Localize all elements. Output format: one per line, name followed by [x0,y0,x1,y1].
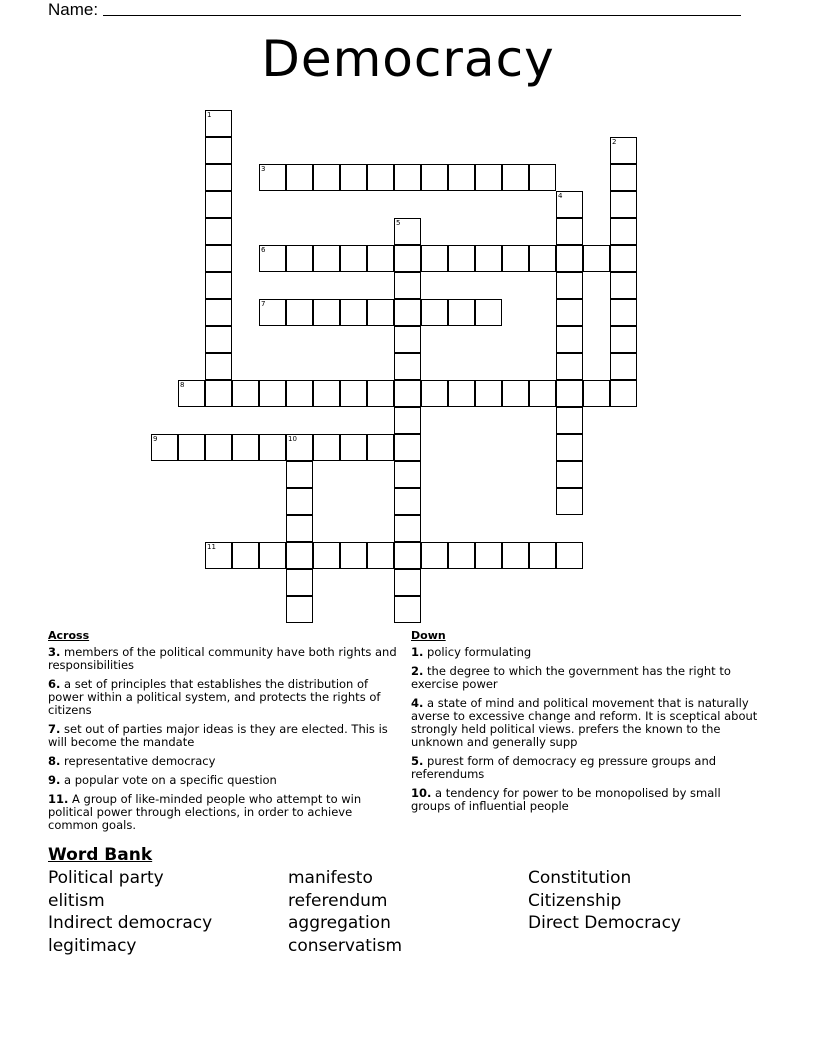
clue-across: 6. a set of principles that establishes the distribution of power within a political system, and protects the rights of citizens [48,677,381,717]
clue-down: 4. a state of mind and political movement that is naturally averse to excessive change and reform. It is sceptical about strongly held political views. prefers the known to the unknown and generally supp [411,696,758,749]
crossword-cell-2[interactable] [610,137,637,164]
crossword-cell-8[interactable] [178,380,205,407]
crossword-cell[interactable] [205,434,232,461]
crossword-cell[interactable] [232,380,259,407]
crossword-cell-9[interactable] [151,434,178,461]
crossword-cell[interactable] [394,542,421,569]
crossword-cell-4[interactable] [556,191,583,218]
word-bank-item: elitism [48,891,105,911]
crossword-cell[interactable] [313,164,340,191]
crossword-cell[interactable] [205,245,232,272]
crossword-cell[interactable] [394,488,421,515]
crossword-cell[interactable] [367,299,394,326]
crossword-cell[interactable] [394,380,421,407]
crossword-cell[interactable] [502,245,529,272]
crossword-cell[interactable] [313,299,340,326]
crossword-cell[interactable] [286,515,313,542]
crossword-cell[interactable] [394,299,421,326]
crossword-cell[interactable] [394,461,421,488]
crossword-cell[interactable] [367,245,394,272]
crossword-cell[interactable] [367,542,394,569]
crossword-cell[interactable] [556,488,583,515]
word-bank-item: referendum [288,891,388,911]
crossword-cell[interactable] [340,299,367,326]
clue-number: 1 [207,111,212,119]
clue-number: 4 [558,192,563,200]
crossword-cell[interactable] [556,434,583,461]
clue-number: 3 [261,165,266,173]
clue-number: 7 [261,300,266,308]
crossword-cell[interactable] [610,326,637,353]
crossword-cell-5[interactable] [394,218,421,245]
crossword-cell[interactable] [340,380,367,407]
crossword-cell[interactable] [340,434,367,461]
clue-number: 8 [180,381,185,389]
crossword-cell[interactable] [205,272,232,299]
clue-across: 9. a popular vote on a specific question [48,773,277,787]
crossword-cell[interactable] [205,380,232,407]
crossword-cell-7[interactable] [259,299,286,326]
crossword-cell[interactable] [313,380,340,407]
crossword-cell[interactable] [178,434,205,461]
word-bank-item: Constitution [528,868,632,888]
crossword-cell[interactable] [556,272,583,299]
crossword-cell[interactable] [394,164,421,191]
crossword-cell[interactable] [610,191,637,218]
crossword-cell[interactable] [286,596,313,623]
crossword-cell[interactable] [610,299,637,326]
crossword-cell[interactable] [205,191,232,218]
crossword-cell[interactable] [394,326,421,353]
crossword-cell-3[interactable] [259,164,286,191]
crossword-cell[interactable] [421,245,448,272]
crossword-cell[interactable] [313,542,340,569]
clue-across: 3. members of the political community have both rights and responsibilities [48,645,397,672]
crossword-cell[interactable] [475,380,502,407]
crossword-cell[interactable] [205,164,232,191]
clue-down: 10. a tendency for power to be monopolised by small groups of influential people [411,786,721,813]
word-bank-item: aggregation [288,913,391,933]
crossword-cell[interactable] [556,407,583,434]
clue-number: 11 [207,543,216,551]
crossword-cell[interactable] [340,542,367,569]
crossword-cell[interactable] [205,299,232,326]
crossword-cell[interactable] [340,245,367,272]
crossword-cell[interactable] [610,164,637,191]
crossword-cell[interactable] [394,245,421,272]
crossword-cell[interactable] [556,461,583,488]
crossword-cell[interactable] [448,542,475,569]
crossword-cell[interactable] [610,353,637,380]
crossword-cell[interactable] [421,380,448,407]
crossword-cell-6[interactable] [259,245,286,272]
crossword-cell[interactable] [556,542,583,569]
clue-across: 11. A group of like-minded people who attempt to win political power through elections, in order to achieve common goals. [48,792,362,832]
crossword-cell[interactable] [475,542,502,569]
clue-number: 5 [396,219,401,227]
crossword-cell[interactable] [529,542,556,569]
crossword-cell[interactable] [394,272,421,299]
crossword-cell[interactable] [367,434,394,461]
down-heading: Down [411,629,446,642]
crossword-cell[interactable] [556,299,583,326]
crossword-cell[interactable] [448,299,475,326]
word-bank-item: legitimacy [48,936,137,956]
crossword-cell[interactable] [394,569,421,596]
crossword-cell[interactable] [205,353,232,380]
crossword-cell[interactable] [394,515,421,542]
crossword-cell[interactable] [502,164,529,191]
name-label: Name: [48,0,99,19]
crossword-cell[interactable] [502,542,529,569]
word-bank-item: Citizenship [528,891,622,911]
crossword-cell[interactable] [475,299,502,326]
clue-number: 9 [153,435,158,443]
word-bank-item: Indirect democracy [48,913,213,933]
word-bank-item: Political party [48,868,164,888]
crossword-cell[interactable] [286,164,313,191]
crossword-cell[interactable] [286,461,313,488]
clue-down: 2. the degree to which the government has the right to exercise power [411,664,731,691]
crossword-cell[interactable] [205,326,232,353]
crossword-cell[interactable] [448,380,475,407]
crossword-cell[interactable] [259,542,286,569]
crossword-cell[interactable] [205,137,232,164]
crossword-cell[interactable] [448,164,475,191]
crossword-cell-10[interactable] [286,434,313,461]
word-bank-item: Direct Democracy [528,913,681,933]
name-input-line[interactable] [103,15,741,16]
crossword-cell[interactable] [259,380,286,407]
crossword-cell[interactable] [610,272,637,299]
crossword-cell[interactable] [610,218,637,245]
crossword-cell[interactable] [583,245,610,272]
crossword-cell[interactable] [529,245,556,272]
crossword-cell[interactable] [610,245,637,272]
crossword-cell[interactable] [286,488,313,515]
clue-across: 8. representative democracy [48,754,216,768]
crossword-cell[interactable] [286,380,313,407]
crossword-cell[interactable] [205,218,232,245]
crossword-cell[interactable] [340,164,367,191]
across-heading: Across [48,629,90,642]
crossword-cell[interactable] [286,245,313,272]
crossword-cell[interactable] [259,434,286,461]
crossword-cell[interactable] [313,245,340,272]
clue-across: 7. set out of parties major ideas is they are elected. This is will become the mandate [48,722,388,749]
crossword-cell[interactable] [286,299,313,326]
crossword-cell[interactable] [583,380,610,407]
crossword-cell[interactable] [394,407,421,434]
clue-number: 10 [288,435,297,443]
crossword-cell[interactable] [556,380,583,407]
crossword-cell[interactable] [286,569,313,596]
page-title: Democracy [261,30,555,88]
across-clues [48,629,400,838]
crossword-cell[interactable] [367,164,394,191]
crossword-cell[interactable] [421,542,448,569]
crossword-cell[interactable] [421,299,448,326]
clue-down: 1. policy formulating [411,645,532,659]
crossword-cell[interactable] [556,218,583,245]
word-bank-heading: Word Bank [48,845,153,865]
crossword-cell[interactable] [475,164,502,191]
crossword-cell[interactable] [313,434,340,461]
crossword-cell[interactable] [286,542,313,569]
crossword-cell[interactable] [394,596,421,623]
crossword-cell[interactable] [529,164,556,191]
crossword-cell[interactable] [475,245,502,272]
clue-number: 2 [612,138,617,146]
crossword-cell[interactable] [556,326,583,353]
crossword-cell[interactable] [448,245,475,272]
crossword-cell[interactable] [556,353,583,380]
word-bank-item: conservatism [288,936,403,956]
down-clues [411,629,761,819]
crossword-cell[interactable] [394,434,421,461]
crossword-cell[interactable] [367,380,394,407]
crossword-cell[interactable] [556,245,583,272]
crossword-cell[interactable] [529,380,556,407]
crossword-cell[interactable] [421,164,448,191]
crossword-cell-1[interactable] [205,110,232,137]
crossword-cell-11[interactable] [205,542,232,569]
crossword-cell[interactable] [502,380,529,407]
crossword-cell[interactable] [610,380,637,407]
crossword-cell[interactable] [232,542,259,569]
word-bank-item: manifesto [288,868,373,888]
crossword-cell[interactable] [232,434,259,461]
crossword-cell[interactable] [394,353,421,380]
clue-down: 5. purest form of democracy eg pressure groups and referendums [411,754,717,781]
clue-number: 6 [261,246,266,254]
